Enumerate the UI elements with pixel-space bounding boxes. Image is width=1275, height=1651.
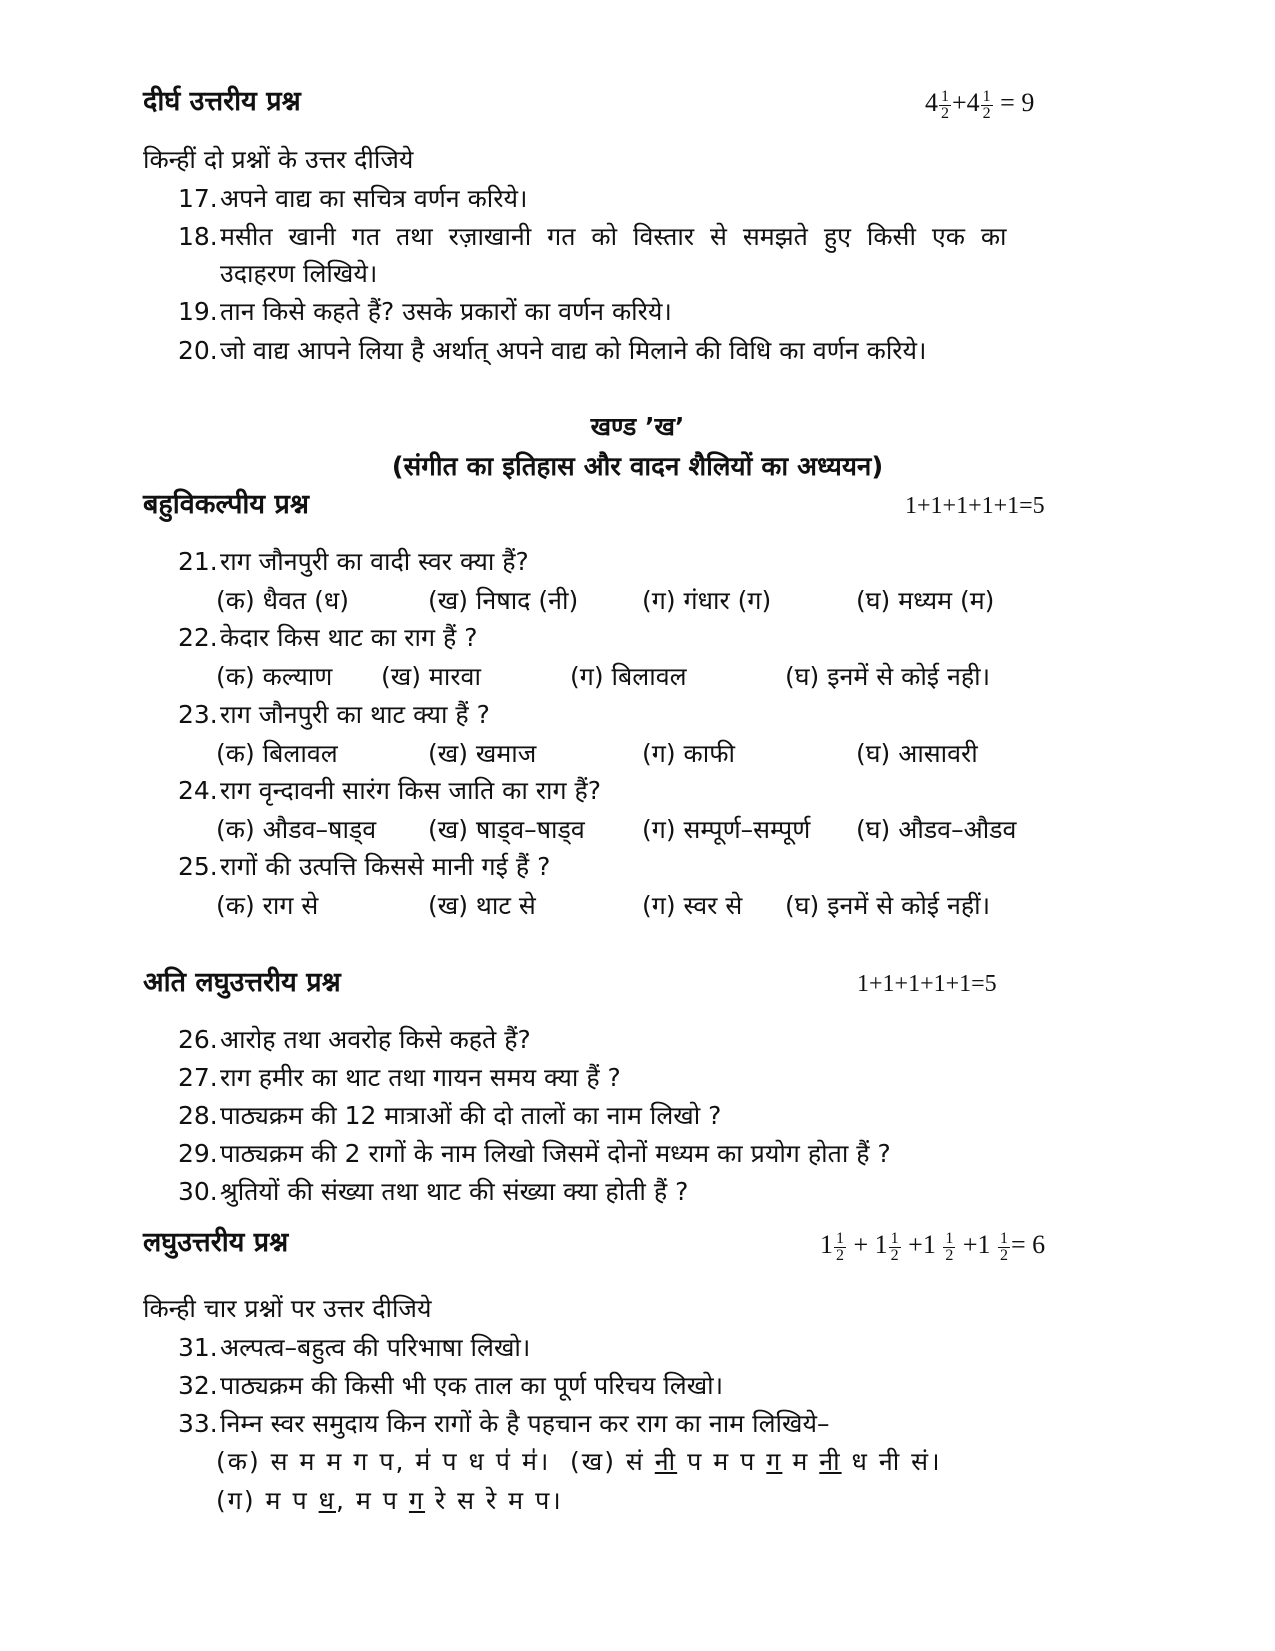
question-21: 21.राग जौनपुरी का वादी स्वर क्या हैं? [178,547,529,576]
very-short-marks: 1+1+1+1+1=5 [857,971,997,997]
question-18-continuation: उदाहरण लिखिये। [220,259,378,288]
q24-option-d: (घ) औडव–औडव [856,815,1017,844]
q22-option-c: (ग) बिलावल [570,662,687,691]
notation-b: (ख) सं नी प म प ग म नी ध नी सं। [570,1447,942,1476]
q25-option-d: (घ) इनमें से कोई नहीं। [785,891,991,920]
q22-option-d: (घ) इनमें से कोई नही। [785,662,991,691]
short-answer-instruction: किन्ही चार प्रश्नों पर उत्तर दीजिये [143,1294,432,1323]
question-32: 32.पाठ्यक्रम की किसी भी एक ताल का पूर्ण परिचय लिखो। [178,1371,724,1400]
q22-option-b: (ख) मारवा [381,662,481,691]
question-24: 24.राग वृन्दावनी सारंग किस जाति का राग हैं? [178,776,602,805]
question-33: 33.निम्न स्वर समुदाय किन रागों के है पहचान कर राग का नाम लिखिये– [178,1409,830,1438]
q25-option-c: (ग) स्वर से [642,891,743,920]
question-17: 17.अपने वाद्य का सचित्र वर्णन करिये। [178,184,528,213]
mcq-marks: 1+1+1+1+1=5 [905,493,1045,519]
q22-option-a: (क) कल्याण [216,662,333,691]
q21-option-a: (क) धैवत (ध) [216,586,350,615]
mcq-heading: बहुविकल्पीय प्रश्न [143,489,309,520]
short-answer-heading: लघुउत्तरीय प्रश्न [143,1227,289,1258]
long-answer-heading: दीर्घ उत्तरीय प्रश्न [143,86,301,117]
section-b-subtitle: (संगीत का इतिहास और वादन शैलियों का अध्ययन) [391,452,884,482]
q23-option-d: (घ) आसावरी [856,739,978,768]
question-25: 25.रागों की उत्पत्ति किससे मानी गई हैं ? [178,852,551,881]
notation-a: (क) स म म ग प, म॑ प ध प॑ म॑। [216,1447,551,1476]
q24-option-c: (ग) सम्पूर्ण–सम्पूर्ण [642,815,811,844]
q23-option-b: (ख) खमाज [428,739,537,768]
short-answer-marks: 1 $\frac{1}{2}$ + 1 $\frac{1}{2}$ +1 $\frac{1}{2}$ +1 $\frac{1}{2}$ = 6 [820,1229,1046,1264]
q24-option-a: (क) औडव–षाड्व [216,815,377,844]
question-28: 28.पाठ्यक्रम की 12 मात्राओं की दो तालों का नाम लिखो ? [178,1101,722,1130]
question-27: 27.राग हमीर का थाट तथा गायन समय क्या हैं ? [178,1063,621,1092]
notation-c: (ग) म प ध, म प ग रे स रे म प। [216,1486,563,1515]
question-31: 31.अल्पत्व–बहुत्व की परिभाषा लिखो। [178,1333,531,1362]
question-19: 19.तान किसे कहते हैं? उसके प्रकारों का वर्णन करिये। [178,297,672,326]
q21-option-b: (ख) निषाद (नी) [428,586,579,615]
q24-option-b: (ख) षाड्व–षाड्व [428,815,585,844]
question-30: 30.श्रुतियों की संख्या तथा थाट की संख्या क्या होती हैं ? [178,1177,689,1206]
long-answer-instruction: किन्हीं दो प्रश्नों के उत्तर दीजिये [143,145,414,174]
long-answer-marks: 4 $\frac{1}{2}$ +4 $\frac{1}{2}$ = 9 [925,87,1035,122]
question-29: 29.पाठ्यक्रम की 2 रागों के नाम लिखो जिसमें दोनों मध्यम का प्रयोग होता हैं ? [178,1139,891,1168]
very-short-heading: अति लघुउत्तरीय प्रश्न [143,967,341,998]
question-18: 18.मसीत खानी गत तथा रज़ाखानी गत को विस्तार से समझते हुए किसी एक का [178,222,1007,251]
section-b-title: खण्ड ’ख’ [590,412,685,441]
q25-option-a: (क) राग से [216,891,319,920]
q23-option-c: (ग) काफी [642,739,735,768]
q25-option-b: (ख) थाट से [428,891,536,920]
q21-option-c: (ग) गंधार (ग) [642,586,772,615]
q23-option-a: (क) बिलावल [216,739,338,768]
question-22: 22.केदार किस थाट का राग हैं ? [178,623,478,652]
q21-option-d: (घ) मध्यम (म) [856,586,995,615]
question-23: 23.राग जौनपुरी का थाट क्या हैं ? [178,700,490,729]
question-26: 26.आरोह तथा अवरोह किसे कहते हैं? [178,1025,531,1054]
question-20: 20.जो वाद्य आपने लिया है अर्थात् अपने वाद्य को मिलाने की विधि का वर्णन करिये। [178,336,927,365]
